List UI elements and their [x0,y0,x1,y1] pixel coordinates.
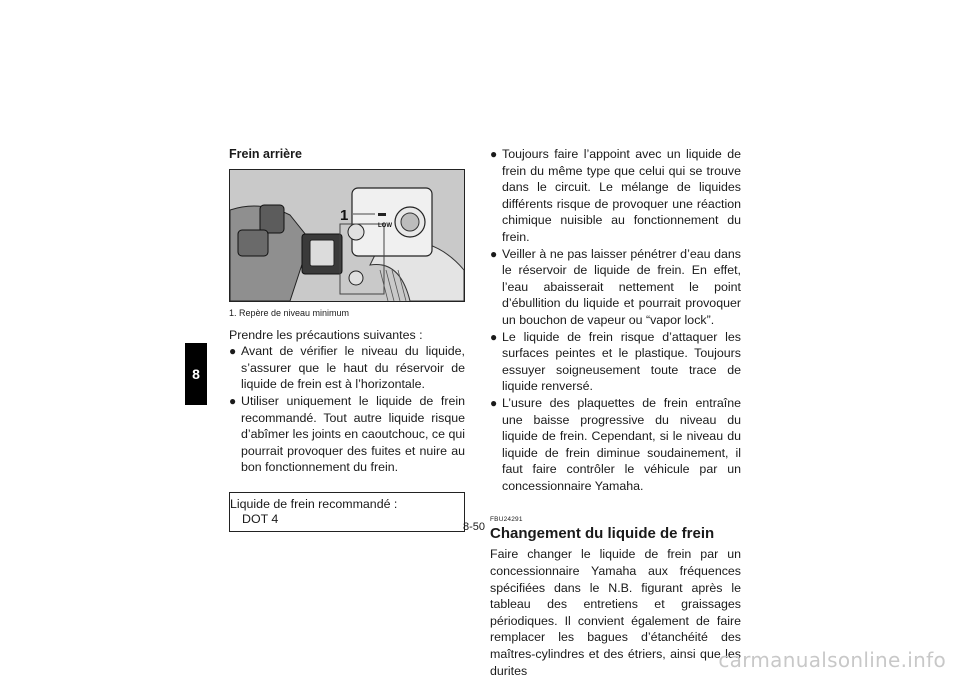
brake-reservoir-illustration [230,170,464,301]
section-heading-rear-brake: Frein arrière [229,147,302,161]
figure-caption: 1. Repère de niveau minimum [229,307,350,318]
list-item: ● Le liquide de frein risque d’attaquer les surfaces peintes et le plastique. Toujours essuyer soigneusement toute trace de liquide renversé. [490,329,741,394]
body-paragraph: Faire changer le liquide de frein par un concessionnaire Yamaha aux fréquences spécifiées dans le N.B. figurant après le tableau des entretiens et graissages périodiques. Il convient également de faire remplacer les bagues d’étanchéité des maîtres-cylindres et des étriers, ainsi que les durites [490,547,741,678]
section-code: FBU24291 [490,516,523,524]
intro-text: Prendre les précautions suivantes : [229,327,423,342]
chapter-tab: 8 [185,343,207,405]
page-number: 8-50 [463,521,486,533]
bullet-icon: ● [229,393,237,408]
right-column [490,146,741,679]
figure-callout: 1 [340,206,349,224]
bullet-icon: ● [229,344,237,359]
bullet-icon: ● [490,395,498,410]
section-heading-fluid-change: Changement du liquide de frein [490,525,715,543]
left-column [229,146,465,532]
recommended-fluid-box [229,492,465,532]
bullet-icon: ● [490,329,498,344]
spec-label: Liquide de frein recommandé : [230,496,398,511]
low-mark-label: LOW [378,222,392,229]
watermark: carmanualsonline.info [718,648,946,672]
list-item: ● L’usure des plaquettes de frein entraîne une baisse progressive du niveau du liquide de frein. Cependant, si le niveau du liquide de frein diminue soudainement, il faut faire contrôler le véhicule par un concessionnaire Yamaha. [490,395,741,493]
list-item: ● Veiller à ne pas laisser pénétrer d’eau dans le réservoir de liquide de frein. En effet, l’eau abaisserait nettement le point d’ébullition du liquide et pourrait provoquer un bouchon de vapeur ou “vapor lock”. [490,246,741,327]
list-item: ● Toujours faire l’appoint avec un liquide de frein du même type que celui qui se trouve dans le circuit. Le mélange de liquides différents risque de provoquer une réaction chimique nuisible au fonctionnement du frein. [490,147,741,244]
bullet-icon: ● [490,147,498,161]
bullet-icon: ● [490,246,498,261]
list-item: ● Utiliser uniquement le liquide de frein recommandé. Tout autre liquide risque d’abîmer les joints en caoutchouc, ce qui pourrait provoquer des fuites et nuire au bon fonctionnement du frein. [229,393,465,475]
spec-value: DOT 4 [242,511,279,526]
list-item: ● Avant de vérifier le niveau du liquide, s’assurer que le haut du réservoir de liquide de frein est à l’horizontale. [229,344,465,392]
brake-reservoir-figure [229,169,465,302]
